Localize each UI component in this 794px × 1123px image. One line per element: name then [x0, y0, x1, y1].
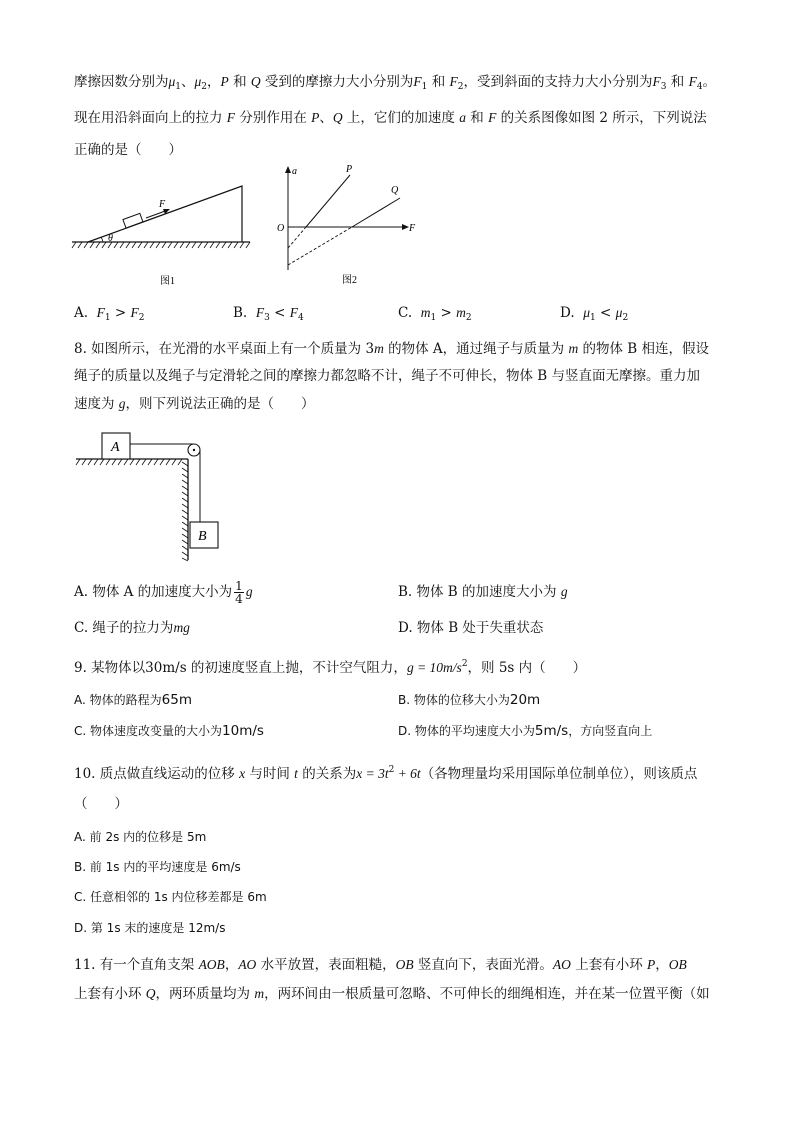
q7-option-c[interactable]: C. $m_1 > m_2$	[398, 305, 472, 323]
q8-option-b[interactable]: B. 物体 B 的加速度大小为 g	[398, 584, 568, 600]
y-axis-label: a	[292, 166, 297, 177]
block-b-label: B	[198, 529, 207, 544]
q7-line1: 摩擦因数分别为$\mu_1$、$\mu_2$，P 和 Q 受到的摩擦力大小分别为$F_1$ 和 $F_2$，受到斜面的支持力大小分别为$F_3$ 和 $F_4$。	[74, 74, 717, 92]
q10-option-c[interactable]: C. 任意相邻的 1s 内位移差都是 6m	[74, 890, 267, 904]
q8-line1: 8. 如图所示，在光滑的水平桌面上有一个质量为 3m 的物体 A，通过绳子与质量为 m 的物体 B 相连，假设	[74, 341, 709, 357]
q7-line3: 正确的是（ ）	[74, 142, 182, 158]
x-axis-arrow	[402, 224, 409, 230]
q7-option-a[interactable]: A. $F_1 > F_2$	[74, 305, 145, 323]
line-q-label: Q	[391, 185, 399, 196]
q10-option-d[interactable]: D. 第 1s 末的速度是 12m/s	[74, 921, 226, 935]
figure2-caption: 图2	[342, 275, 357, 286]
ground-hatch	[72, 242, 250, 248]
q7-figure1-incline	[70, 180, 260, 290]
q7-option-d[interactable]: D. $\mu_1 < \mu_2$	[560, 305, 629, 323]
q7-line2: 现在用沿斜面向上的拉力 F 分别作用在 P、Q 上，它们的加速度 a 和 F 的关系图像如图 2 所示，下列说法	[74, 110, 707, 126]
pulley-axle	[193, 449, 195, 451]
line-q-dashed	[288, 227, 352, 265]
figure1-caption: 图1	[160, 276, 175, 287]
line-p-dashed	[288, 227, 306, 248]
force-label: F	[159, 199, 166, 210]
q7-figure2-graph	[270, 160, 430, 290]
q8-line3: 速度为 g，则下列说法正确的是（ ）	[74, 396, 315, 412]
q10-paren: （ ）	[74, 796, 128, 812]
angle-label: θ	[108, 233, 113, 244]
wall-hatch	[182, 462, 188, 561]
table-hatch	[76, 459, 182, 465]
line-q-solid	[352, 198, 400, 227]
q8-option-a[interactable]: A. 物体 A 的加速度大小为 $\frac{1}{4}$ g	[74, 579, 253, 606]
x-axis-label: F	[409, 223, 416, 234]
q8-option-c[interactable]: C. 绳子的拉力为mg	[74, 620, 190, 636]
q10-stem: 10. 质点做直线运动的位移 x 与时间 t 的关系为$x = 3t^2 + 6t$（各物理量均采用国际单位制单位），则该质点	[74, 765, 698, 782]
origin-label: O	[277, 223, 285, 234]
q7-option-b[interactable]: B. $F_3 < F_4$	[233, 305, 304, 323]
q9-stem: 9. 某物体以30m/s 的初速度竖直上抛，不计空气阻力，$g = 10m/s^2$，则 5s 内（ ）	[74, 659, 587, 676]
block-on-incline	[123, 213, 143, 228]
y-axis-arrow	[285, 166, 291, 173]
angle-arc	[101, 237, 103, 242]
q9-option-a[interactable]: A. 物体的路程为65m	[74, 692, 192, 708]
line-p-solid	[306, 175, 350, 227]
q8-line2: 绳子的质量以及绳子与定滑轮之间的摩擦力都忽略不计，绳子不可伸长，物体 B 与竖直面无摩擦。重力加	[74, 368, 701, 384]
q8-option-d[interactable]: D. 物体 B 处于失重状态	[398, 620, 544, 636]
block-a-label: A	[111, 440, 120, 455]
q11-line2: 上套有小环 Q，两环质量均为 m，两环间由一根质量可忽略、不可伸长的细绳相连，并在某一位置平衡（如	[74, 986, 710, 1002]
q10-option-a[interactable]: A. 前 2s 内的位移是 5m	[74, 830, 207, 844]
q10-option-b[interactable]: B. 前 1s 内的平均速度是 6m/s	[74, 860, 241, 874]
q11-line1: 11. 有一个直角支架 AOB，AO 水平放置，表面粗糙，OB 竖直向下，表面光滑。AO 上套有小环 P，OB	[74, 957, 687, 973]
q9-option-c[interactable]: C. 物体速度改变量的大小为10m/s	[74, 723, 264, 739]
q9-option-b[interactable]: B. 物体的位移大小为20m	[398, 692, 541, 708]
line-p-label: P	[346, 164, 353, 175]
q9-option-d[interactable]: D. 物体的平均速度大小为5m/s，方向竖直向上	[398, 723, 653, 739]
q8-figure-pulley	[72, 428, 232, 568]
fraction-one-quarter: $\frac{1}{4}$	[235, 579, 243, 606]
